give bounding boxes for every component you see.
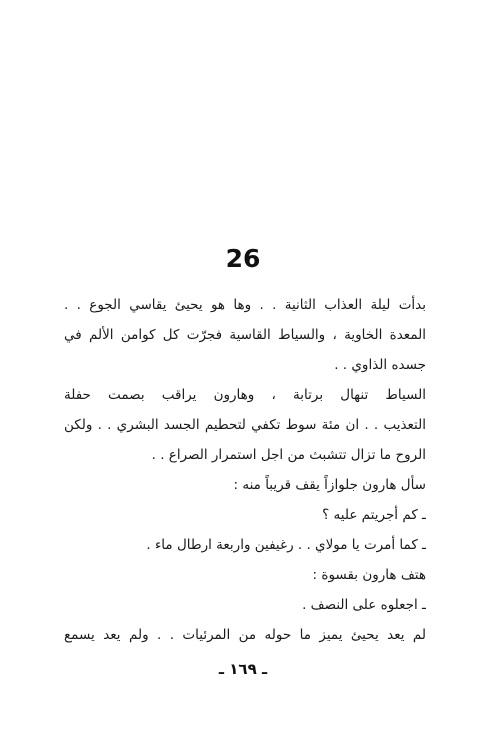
paragraph-line: السياط تنهال برتابة ، وهارون يراقب بصمت حفلة: [64, 387, 426, 403]
dialogue-line: ـ كما أمرت يا مولاي . . رغيفين واربعة ارطال ماء .: [146, 537, 426, 553]
paragraph-line: المعدة الخاوية ، والسياط القاسية فجرّت كل كوامن الألم في: [64, 327, 426, 343]
chapter-number: 26: [225, 244, 261, 273]
paragraph-line: جسده الذاوي . .: [334, 357, 426, 373]
chapter-body: [64, 290, 426, 650]
paragraph-line: التعذيب . . ان مئة سوط تكفي لتحطيم الجسد البشري . . ولكن: [64, 417, 426, 433]
paragraph-line: الروح ما تزال تتشبث من اجل استمرار الصراع . .: [151, 447, 426, 463]
dialogue-line: ـ كم أجريتم عليه ؟: [322, 507, 426, 523]
paragraph-line: سأل هارون جلوازاً يقف قريباً منه :: [233, 477, 426, 493]
paragraph-line: بدأت ليلة العذاب الثانية . . وها هو يحيئ يقاسي الجوع . .: [64, 297, 426, 313]
paragraph-line: هتف هارون بقسوة :: [312, 567, 426, 583]
paragraph-line: لم يعد يحيئ يميز ما حوله من المرئيات . . ولم يعد يسمع: [64, 627, 426, 643]
page-number: ـ ١٦٩ ـ: [218, 660, 268, 678]
dialogue-line: ـ اجعلوه على النصف .: [302, 597, 426, 613]
